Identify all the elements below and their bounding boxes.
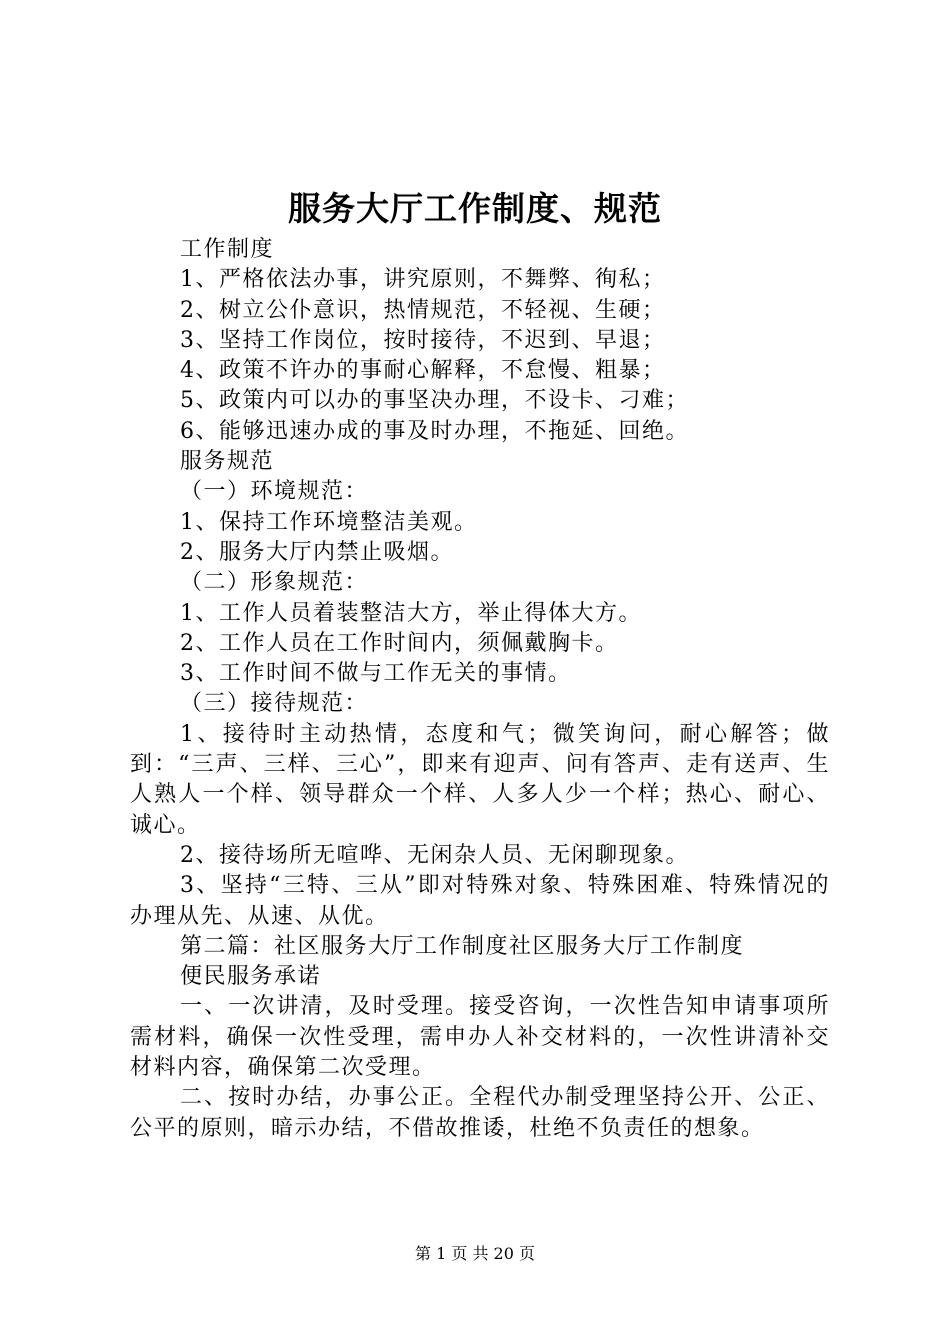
paragraph: （二）形象规范： — [180, 570, 369, 596]
paragraph: 便民服务承诺 — [180, 964, 322, 990]
paragraph: 3、坚持工作岗位，按时接待，不迟到、早退； — [180, 327, 666, 353]
paragraph: 1、工作人员着装整洁大方，举止得体大方。 — [180, 600, 642, 626]
paragraph: 1、接待时主动热情，态度和气；微笑询问，耐心解答；做到：“三声、三样、三心”，即来有迎声、问有答声、走有送声、生人熟人一个样、领导群众一个样、人多人少一个样；热心、耐心、诚心。 — [130, 721, 830, 838]
paragraph: （三）接待规范： — [180, 691, 369, 717]
paragraph: 2、工作人员在工作时间内，须佩戴胸卡。 — [180, 630, 619, 656]
paragraph: （一）环境规范： — [180, 479, 369, 505]
paragraph: 6、能够迅速办成的事及时办理，不拖延、回绝。 — [180, 418, 689, 444]
document-body — [130, 235, 830, 1144]
paragraph: 服务规范 — [180, 449, 275, 475]
paragraph: 3、工作时间不做与工作无关的事情。 — [180, 661, 572, 687]
page-footer: 第 1 页 共 20 页 — [415, 1244, 535, 1263]
paragraph: 2、树立公仆意识，热情规范，不轻视、生硬； — [180, 297, 666, 323]
paragraph: 工作制度 — [180, 237, 275, 262]
paragraph: 1、保持工作环境整洁美观。 — [180, 509, 478, 535]
paragraph: 3、坚持“三特、三从”即对特殊对象、特殊困难、特殊情况的办理从先、从速、从优。 — [130, 873, 830, 929]
paragraph: 2、接待场所无喧哗、无闲杂人员、无闲聊现象。 — [180, 842, 689, 868]
paragraph: 第二篇：社区服务大厅工作制度社区服务大厅工作制度 — [180, 933, 745, 959]
document-title: 服务大厅工作制度、规范 — [288, 189, 662, 228]
paragraph: 1、严格依法办事，讲究原则，不舞弊、徇私； — [180, 267, 666, 293]
paragraph: 一、一次讲清，及时受理。接受咨询，一次性告知申请事项所需材料，确保一次性受理，需申办人补交材料的，一次性讲清补交材料内容，确保第二次受理。 — [130, 994, 830, 1081]
paragraph: 2、服务大厅内禁止吸烟。 — [180, 539, 454, 565]
paragraph: 4、政策不许办的事耐心解释，不怠慢、粗暴； — [180, 358, 666, 384]
paragraph: 5、政策内可以办的事坚决办理，不设卡、刁难； — [180, 388, 689, 414]
paragraph: 二、按时办结，办事公正。全程代办制受理坚持公开、公正、公平的原则，暗示办结，不借故推诿，杜绝不负责任的想象。 — [130, 1085, 830, 1141]
